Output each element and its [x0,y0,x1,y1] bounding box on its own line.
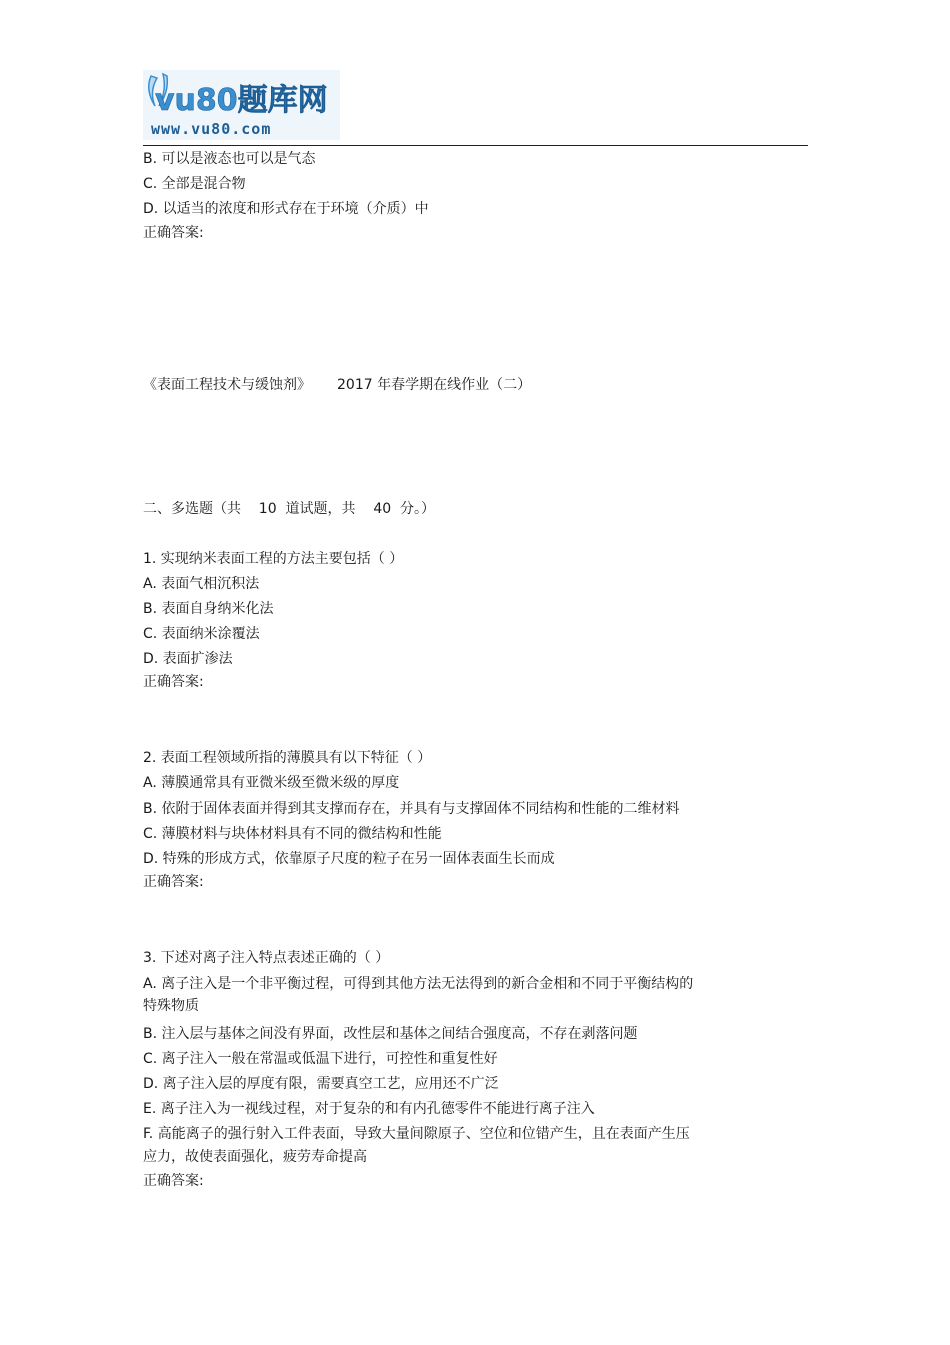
term-title: 2017 年春学期在线作业（二） [337,377,532,393]
option-b-top: B. 可以是液态也可以是气态 [143,151,316,167]
logo-url: www.vu80.com [151,120,272,138]
question-2-answer-label: 正确答案: [143,874,204,890]
question-3-option-a-cont: 特殊物质 [143,998,199,1014]
site-logo [143,70,340,140]
option-d-top: D. 以适当的浓度和形式存在于环境（介质）中 [143,201,429,217]
question-3-option-f-cont: 应力，故使表面强化，疲劳寿命提高 [143,1149,367,1165]
logo-brand: vu80题库网 [155,83,328,118]
question-3-stem: 3. 下述对离子注入特点表述正确的（ ） [143,950,390,966]
question-3-option-b: B. 注入层与基体之间没有界面，改性层和基体之间结合强度高，不存在剥落问题 [143,1026,638,1042]
question-1-option-c: C. 表面纳米涂覆法 [143,626,260,642]
question-1-option-b: B. 表面自身纳米化法 [143,601,274,617]
section-heading: 二、多选题（共 10 道试题，共 40 分。） [143,501,436,517]
question-2-option-a: A. 薄膜通常具有亚微米级至微米级的厚度 [143,775,400,791]
question-2-option-d: D. 特殊的形成方式，依靠原子尺度的粒子在另一固体表面生长而成 [143,851,555,867]
question-3-option-a: A. 离子注入是一个非平衡过程，可得到其他方法无法得到的新合金相和不同于平衡结构的 [143,976,694,992]
question-1-option-d: D. 表面扩渗法 [143,651,233,667]
question-3-option-e: E. 离子注入为一视线过程，对于复杂的和有内孔德零件不能进行离子注入 [143,1101,595,1117]
question-3-option-d: D. 离子注入层的厚度有限，需要真空工艺，应用还不广泛 [143,1076,499,1092]
question-2-option-b: B. 依附于固体表面并得到其支撑而存在，并具有与支撑固体不同结构和性能的二维材料 [143,801,680,817]
page-title [143,374,531,394]
course-title: 《表面工程技术与缓蚀剂》 [143,377,311,393]
question-3-option-f: F. 高能离子的强行射入工件表面，导致大量间隙原子、空位和位错产生，且在表面产生压 [143,1126,690,1142]
question-2-stem: 2. 表面工程领域所指的薄膜具有以下特征（ ） [143,750,432,766]
question-1-option-a: A. 表面气相沉积法 [143,576,260,592]
question-3-option-c: C. 离子注入一般在常温或低温下进行，可控性和重复性好 [143,1051,498,1067]
question-2-option-c: C. 薄膜材料与块体材料具有不同的微结构和性能 [143,826,442,842]
option-c-top: C. 全部是混合物 [143,176,246,192]
question-1-answer-label: 正确答案: [143,674,204,690]
header-rule [143,145,808,146]
question-3-answer-label: 正确答案: [143,1173,204,1189]
answer-label-top: 正确答案: [143,225,204,241]
question-1-stem: 1. 实现纳米表面工程的方法主要包括（ ） [143,551,404,567]
